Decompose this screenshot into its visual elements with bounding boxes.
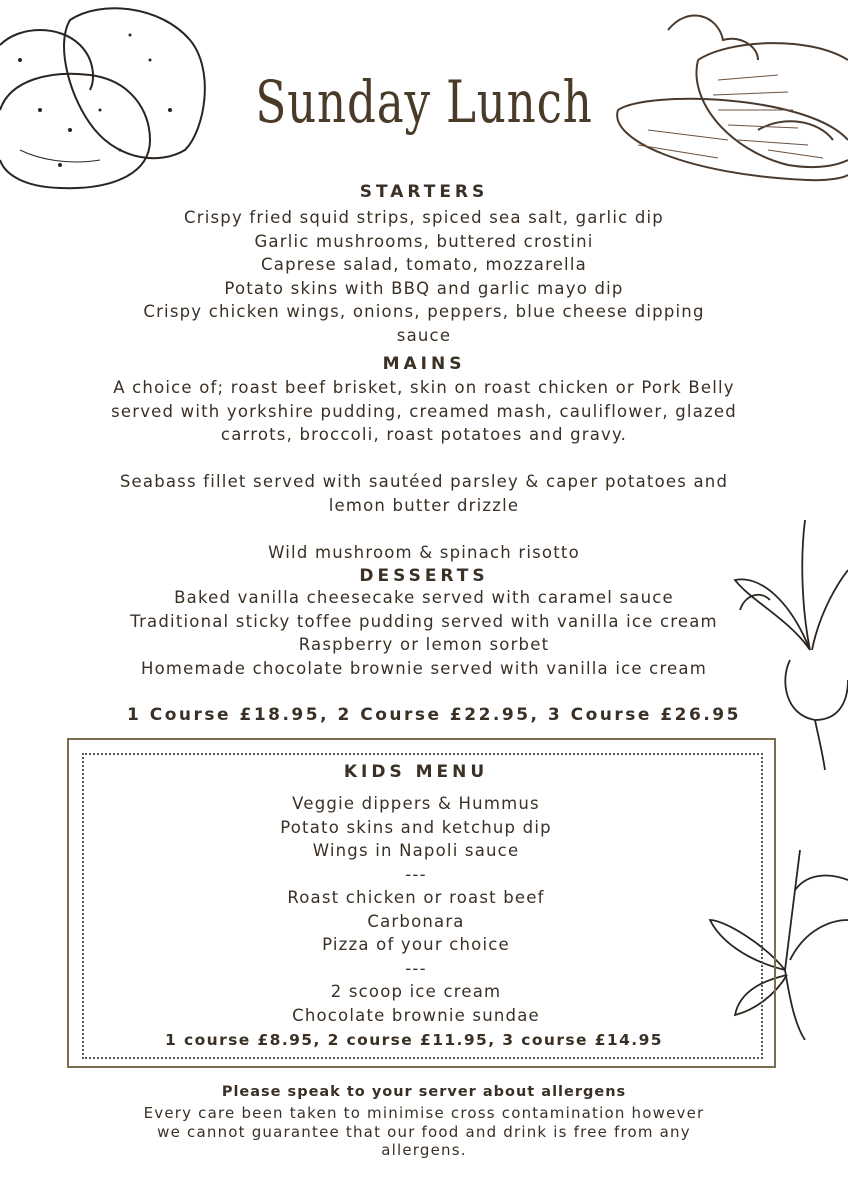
list-item: Carbonara [367, 911, 465, 931]
starters-list [0, 206, 848, 347]
list-spacer [0, 447, 848, 471]
desserts-list [0, 586, 848, 680]
list-item: Roast chicken or roast beef [287, 888, 545, 907]
page-title: Sunday Lunch [255, 68, 593, 136]
list-item: Crispy chicken wings, onions, peppers, blue cheese dipping [143, 302, 705, 321]
list-item: Caprese salad, tomato, mozzarella [261, 255, 587, 274]
allergens-line: Every care been taken to minimise cross contamination however [143, 1104, 705, 1122]
allergens-heading: Please speak to your server about allergens [221, 1084, 627, 1100]
kids-menu-heading: KIDS MENU [343, 762, 489, 782]
mains-list [0, 376, 848, 564]
list-item: A choice of; roast beef brisket, skin on roast chicken or Pork Belly [113, 378, 735, 397]
allergens-line: we cannot guarantee that our food and drink is free from any [157, 1122, 691, 1141]
course-pricing: 1 Course £18.95, 2 Course £22.95, 3 Course £26.95 [127, 705, 741, 725]
list-item: Raspberry or lemon sorbet [298, 635, 550, 654]
list-item: Homemade chocolate brownie served with vanilla ice cream [141, 658, 707, 678]
desserts-heading: DESSERTS [359, 566, 489, 586]
list-item: sauce [396, 325, 452, 345]
list-item: Pizza of your choice [322, 935, 510, 954]
list-item: Garlic mushrooms, buttered crostini [254, 231, 594, 251]
list-item: Potato skins with BBQ and garlic mayo dip [224, 278, 624, 298]
divider: --- [405, 958, 427, 978]
list-item: Potato skins and ketchup dip [280, 817, 552, 837]
allergens-note [0, 1104, 848, 1160]
list-item: 2 scoop ice cream [330, 982, 502, 1001]
allergens-line: allergens. [381, 1141, 467, 1159]
list-item: lemon butter drizzle [328, 495, 520, 515]
list-item: Baked vanilla cheesecake served with caramel sauce [174, 588, 674, 607]
list-item: Seabass fillet served with sautéed parsley & caper potatoes and [119, 472, 729, 491]
list-item: Wild mushroom & spinach risotto [268, 542, 580, 562]
kids-menu-list [0, 792, 840, 1027]
list-item: served with yorkshire pudding, creamed mash, cauliflower, glazed [111, 401, 737, 421]
starters-heading: STARTERS [359, 182, 489, 202]
list-item: Wings in Napoli sauce [312, 841, 520, 860]
list-item: carrots, broccoli, roast potatoes and gravy. [220, 425, 628, 444]
mains-heading: MAINS [382, 354, 466, 374]
list-item: Chocolate brownie sundae [292, 1005, 540, 1025]
divider: --- [405, 864, 427, 884]
list-item: Veggie dippers & Hummus [292, 794, 540, 813]
list-item: Traditional sticky toffee pudding served with vanilla ice cream [130, 611, 718, 631]
kids-pricing: 1 course £8.95, 2 course £11.95, 3 course £14.95 [165, 1031, 663, 1049]
list-item: Crispy fried squid strips, spiced sea salt, garlic dip [184, 208, 664, 227]
list-spacer [0, 517, 848, 541]
